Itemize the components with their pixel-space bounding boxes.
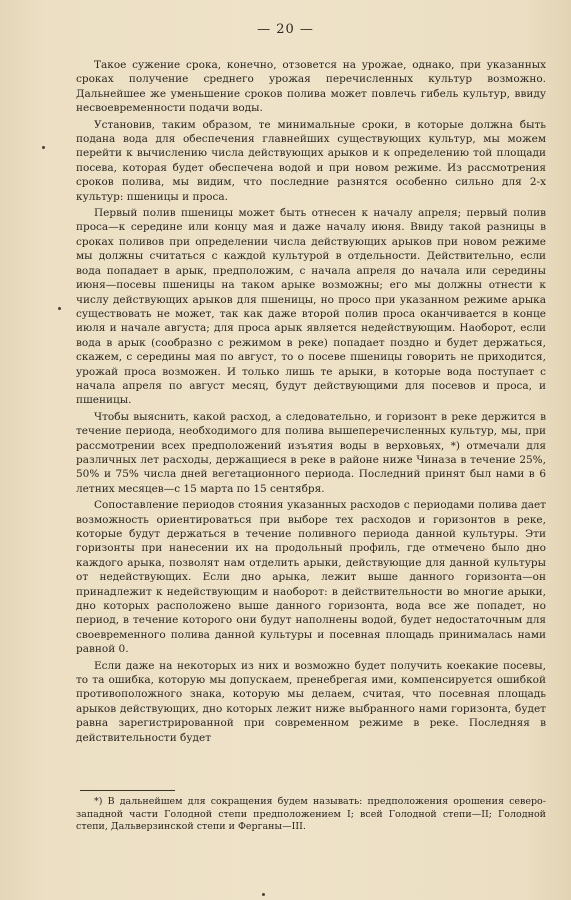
footnote: *) В дальнейшем для сокращения будем называть: предположения орошения северо-западной части Голодной степи предположением I; всей Голодной степи—II; Голодной степи, Дальверзинской степи и Ферганы—III. <box>76 796 546 832</box>
page-number: — 20 — <box>257 22 314 37</box>
paragraph-1: Такое сужение срока, конечно, отзовется на урожае, однако, при указанных сроках получение среднего урожая перечисленных культур возможно. Дальнейшее же уменьшение сроков полива может повлечь гибель культур, ввиду несвоевременности подачи воды. <box>76 59 546 115</box>
paragraph-2: Установив, таким образом, те минимальные сроки, в которые должна быть подана вода для обеспечения главнейших существующих культур, мы можем перейти к вычислению числа действующих арыков и к определению той площади посева, которая будет обеспечена водой и при новом режиме. Из рассмотрения сроков полива, мы видим, что последние разнятся особенно сильно для 2-х культур: пшеницы и проса. <box>76 118 546 203</box>
paragraph-3: Первый полив пшеницы может быть отнесен к началу апреля; первый полив проса—к середине или концу мая и даже началу июня. Ввиду такой разницы в сроках поливов при определении числа действующих арыков при новом режиме мы должны считаться с каждой культурой в отдельности. Действительно, если вода попадает в арык, предположим, с начала апреля до начала или середины июня—посевы пшеницы на таком арыке возможны; его мы должны отнести к числу действующих арыков для пшеницы, но просо при указанном режиме арыка существовать не может, так как даже второй полив проса оканчивается в конце июля и начале августа; для проса арык является недействующим. Наоборот, если вода в арык (сообразно с режимом в реке) попадает поздно и будет держаться, скажем, с середины мая по август, то о посеве пшеницы говорить не приходится, урожай проса возможен. И только лишь те арыки, в которые вода поступает с начала апреля по август месяц, будут действующими для посевов и проса, и пшеницы. <box>76 207 546 407</box>
paragraph-4: Чтобы выяснить, какой расход, а следовательно, и горизонт в реке держится в течение периода, необходимого для полива вышеперечисленных культур, мы, при рассмотрении всех предположений изъятия воды в верховьях, *) отмечали для различных лет расходы, держащиеся в реке в районе ниже Чиназа в течение 25%, 50% и 75% числа дней вегетационного периода. Последний принят был нами в 6 летних месяцев—с 15 марта по 15 сентября. <box>76 410 546 495</box>
body-text <box>76 58 546 747</box>
paragraph-5: Сопоставление периодов стояния указанных расходов с периодами полива дает возможность ориентироваться при выборе тех расходов и горизонтов в реке, которые будут держаться в течение поливного периода данной культуры. Эти горизонты при нанесении их на продольный профиль, где отмечено было дно каждого арыка, позволят нам отделить арыки, действующие для данной культуры от недействующих. Если дно арыка, лежит выше данного горизонта—он принадлежит к недействующим и наоборот: в действительности во многие арыки, дно которых расположено выше данного горизонта, вода все же попадет, но период, в течение которого они будут наполнены водой, будет недостаточным для своевременного полива данной культуры и посевная площадь принималась нами равной 0. <box>76 499 546 656</box>
paragraph-6: Если даже на некоторых из них и возможно будет получить коекакие посевы, то та ошибка, которую мы допускаем, пренебрегая ими, компенсируется ошибкой противоположного знака, которую мы делаем, считая, что посевная площадь арыков действующих, дно которых лежит ниже выбранного нами горизонта, будет равна зарегистрированной при современном режиме в реке. Последняя в действительности будет <box>76 659 546 744</box>
footnote-divider <box>80 790 175 791</box>
ink-speck <box>42 146 45 149</box>
ink-speck <box>262 893 265 896</box>
ink-speck <box>58 307 61 310</box>
